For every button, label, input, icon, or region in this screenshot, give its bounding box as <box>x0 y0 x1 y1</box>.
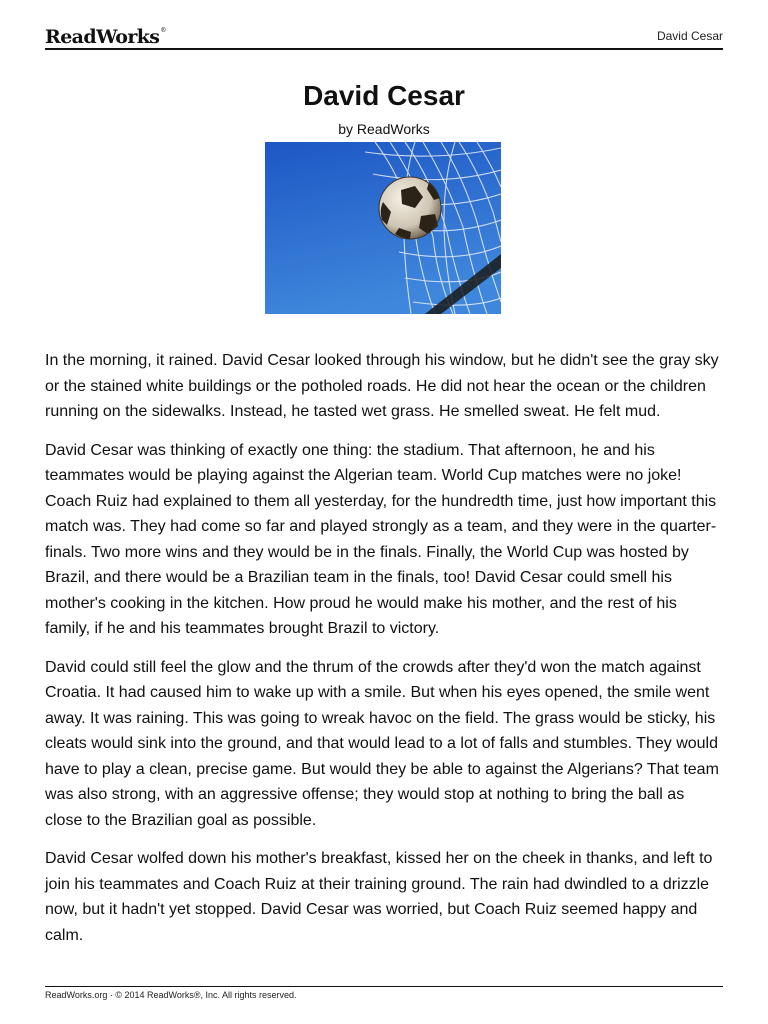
article-body <box>45 348 725 961</box>
article-paragraph: David could still feel the glow and the thrum of the crowds after they'd won the match against Croatia. It had caused him to wake up with a smile. But when his eyes opened, the smile went away. It was raining. This was going to wreak havoc on the field. The grass would be sticky, his cleats would sink into the ground, and that would lead to a lot of falls and stumbles. They would have to play a clean, precise game. But would they be able to against the Algerians? That team was also strong, with an aggressive offense; they would stop at nothing to bring the ball as close to the Brazilian goal as possible. <box>45 658 719 829</box>
article-paragraph: David Cesar wolfed down his mother's breakfast, kissed her on the cheek in thanks, and left to join his teammates and Coach Ruiz at their training ground. The rain had dwindled to a drizzle now, but it hadn't yet stopped. David Cesar was worried, but Coach Ruiz seemed happy and calm. <box>45 850 713 944</box>
article-title: David Cesar <box>303 80 465 111</box>
article-paragraph: In the morning, it rained. David Cesar looked through his window, but he didn't see the gray sky or the stained white buildings or the potholed roads. He did not hear the ocean or the children running on the sidewalks. Instead, he tasted wet grass. He smelled sweat. He felt mud. <box>45 352 719 420</box>
soccer-ball-goal-image <box>265 142 501 314</box>
header-document-title: David Cesar <box>656 29 723 43</box>
article-paragraph: David Cesar was thinking of exactly one thing: the stadium. That afternoon, he and his teammates would be playing against the Algerian team. World Cup matches were no joke! Coach Ruiz had explained to them all yesterday, for the hundredth time, just how important this match was. They had come so far and played strongly as a team, and they were in the quarter-finals. Two more wins and they would be in the finals. Finally, the World Cup was hosted by Brazil, and there would be a Brazilian team in the finals, too! David Cesar could smell his mother's cooking in the kitchen. How proud he would make his mother, and the rest of his family, if he and his teammates brought Brazil to victory. <box>45 441 717 637</box>
page-footer <box>45 986 723 1000</box>
readworks-logo <box>45 26 166 48</box>
registered-mark: ® <box>160 27 166 34</box>
logo-text: ReadWorks <box>45 26 160 48</box>
article-byline: by ReadWorks <box>338 121 430 137</box>
page-header <box>45 24 723 50</box>
document-page <box>45 0 723 1024</box>
footer-copyright: ReadWorks.org · © 2014 ReadWorks®, Inc. All rights reserved. <box>45 990 297 1000</box>
